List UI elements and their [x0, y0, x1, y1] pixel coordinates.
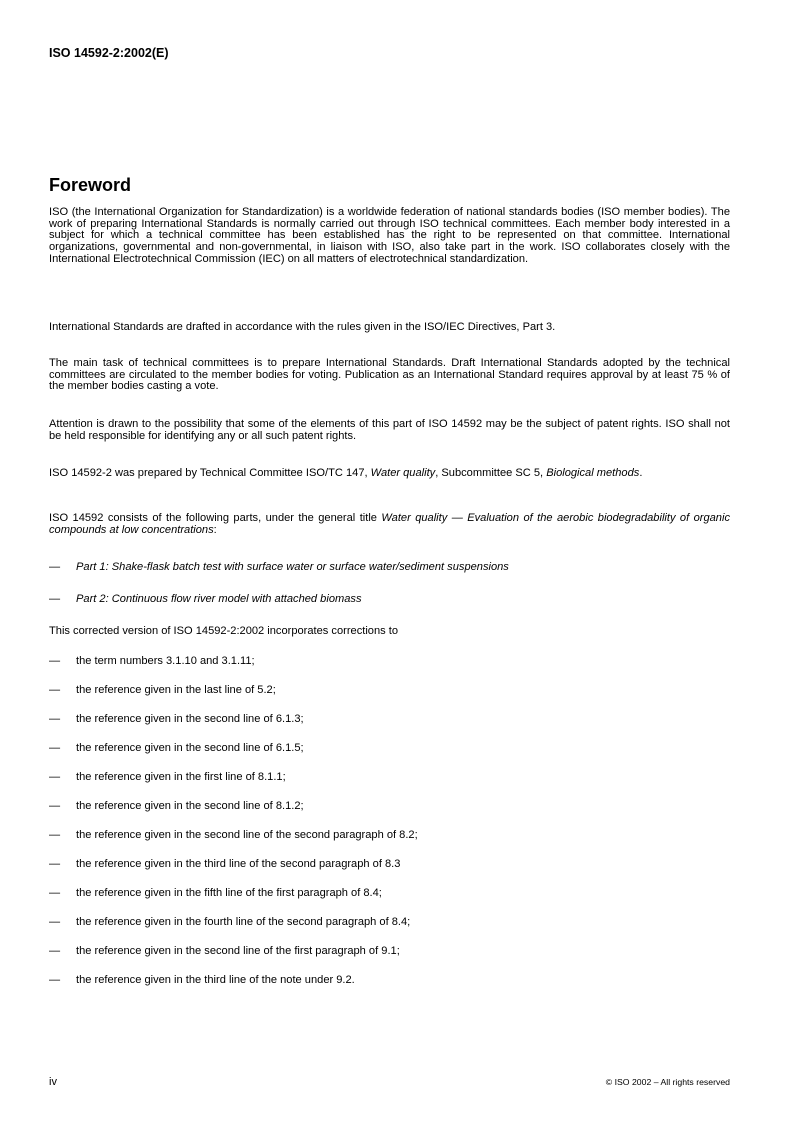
corrections-intro: This corrected version of ISO 14592-2:2002 incorporates corrections to [49, 625, 399, 637]
correction-item [49, 945, 730, 957]
correction-item [49, 829, 730, 841]
paragraph-committees-task: The main task of technical committees is to prepare International Standards. Draft International Standards adopted by the technical committees are circulated to the member bodies for voting. Publication as an International Standard requires approval by at least 75 % of the member bodies casting a vote. [49, 357, 730, 393]
correction-item [49, 800, 730, 812]
correction-text: the reference given in the second line of the second paragraph of 8.2; [76, 829, 418, 841]
correction-text: the reference given in the second line of 8.1.2; [76, 800, 304, 812]
prepared-by-water-quality: Water quality [370, 467, 436, 479]
document-id-header: ISO 14592-2:2002(E) [49, 46, 169, 60]
list-dash: — [49, 713, 61, 725]
list-item-part-2 [49, 593, 730, 605]
prepared-by-biological-methods: Biological methods [546, 467, 640, 479]
list-dash: — [49, 593, 61, 605]
correction-text: the term numbers 3.1.10 and 3.1.11; [76, 655, 255, 667]
prepared-by-text-e: . [639, 467, 643, 479]
correction-text: the reference given in the second line of 6.1.3; [76, 713, 304, 725]
paragraph-prepared-by [49, 468, 730, 480]
list-dash: — [49, 858, 61, 870]
correction-item [49, 858, 730, 870]
list-item-part-1 [49, 561, 730, 573]
list-dash: — [49, 887, 61, 899]
correction-text: the reference given in the third line of the second paragraph of 8.3 [76, 858, 401, 870]
prepared-by-text-a: ISO 14592-2 was prepared by Technical Committee ISO/TC 147, [49, 467, 371, 479]
correction-item [49, 887, 730, 899]
correction-item [49, 974, 730, 986]
copyright-notice: © ISO 2002 – All rights reserved [605, 1077, 730, 1087]
correction-item [49, 771, 730, 783]
list-dash: — [49, 829, 61, 841]
list-dash: — [49, 916, 61, 928]
paragraph-parts-intro [49, 513, 730, 536]
correction-text: the reference given in the fifth line of the first paragraph of 8.4; [76, 887, 382, 899]
paragraph-patent-rights: Attention is drawn to the possibility that some of the elements of this part of ISO 14592 may be the subject of patent rights. ISO shall not be held responsible for identifying any or all such patent rights. [49, 418, 730, 442]
parts-intro-text-c: : [213, 523, 217, 536]
list-dash: — [49, 561, 61, 573]
paragraph-directives: International Standards are drafted in accordance with the rules given in the ISO/IEC Directives, Part 3. [49, 321, 556, 333]
list-dash: — [49, 800, 61, 812]
list-dash: — [49, 771, 61, 783]
correction-text: the reference given in the third line of the note under 9.2. [76, 974, 355, 986]
correction-text: the reference given in the first line of 8.1.1; [76, 771, 286, 783]
correction-text: the reference given in the second line of 6.1.5; [76, 742, 304, 754]
parts-general-title: Water quality — Evaluation of the aerobic biodegradability of organic compounds at low concentrations [49, 512, 730, 536]
correction-text: the reference given in the last line of 5.2; [76, 684, 276, 696]
correction-text: the reference given in the fourth line of the second paragraph of 8.4; [76, 916, 411, 928]
correction-item [49, 684, 730, 696]
correction-text: the reference given in the second line of the first paragraph of 9.1; [76, 945, 400, 957]
correction-item [49, 916, 730, 928]
correction-item [49, 713, 730, 725]
list-dash: — [49, 684, 61, 696]
list-dash: — [49, 945, 61, 957]
correction-item [49, 742, 730, 754]
part-2-label: Part 2: Continuous flow river model with attached biomass [76, 593, 362, 605]
prepared-by-text-c: , Subcommittee SC 5, [435, 467, 547, 479]
list-dash: — [49, 655, 61, 667]
part-1-label: Part 1: Shake-flask batch test with surface water or surface water/sediment suspensions [76, 561, 509, 573]
page-number: iv [49, 1076, 57, 1088]
list-dash: — [49, 742, 61, 754]
paragraph-iso-intro: ISO (the International Organization for Standardization) is a worldwide federation of national standards bodies (ISO member bodies). The work of preparing International Standards is normally carried out through ISO technical committees. Each member body interested in a subject for which a technical committee has been established has the right to be represented on that committee. International organizations, governmental and non-governmental, in liaison with ISO, also take part in the work. ISO collaborates closely with the International Electrotechnical Commission (IEC) on all matters of electrotechnical standardization. [49, 206, 730, 265]
section-title: Foreword [49, 175, 132, 195]
list-dash: — [49, 974, 61, 986]
parts-intro-text-a: ISO 14592 consists of the following parts, under the general title [49, 512, 382, 524]
correction-item [49, 655, 730, 667]
